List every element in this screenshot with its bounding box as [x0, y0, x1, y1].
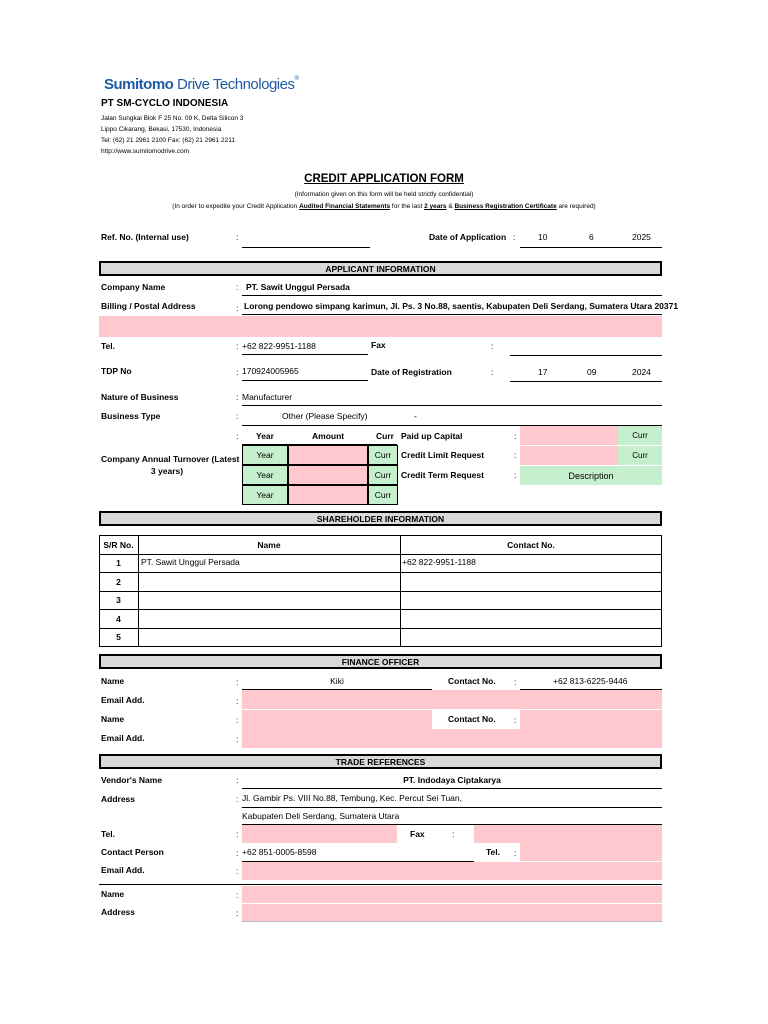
trade-address2-label: Address — [101, 907, 136, 917]
trade-fax-label: Fax — [410, 829, 425, 839]
credit-limit-input[interactable] — [520, 446, 618, 465]
table-divider — [99, 591, 662, 592]
company-website: http://www.sumitomodrive.com — [101, 148, 190, 155]
colon: : — [514, 431, 517, 441]
table-divider — [99, 572, 662, 573]
company-name-label: Company Name — [101, 282, 166, 292]
turnover-curr-3[interactable]: Curr — [368, 485, 398, 505]
row-3-no: 3 — [116, 595, 121, 605]
nature-value[interactable]: Manufacturer — [242, 392, 293, 402]
tel-label: Tel. — [101, 341, 116, 351]
colon: : — [514, 450, 517, 460]
colon: : — [514, 677, 517, 687]
company-line — [242, 295, 662, 296]
date-year[interactable]: 2025 — [632, 232, 651, 242]
company-name-value[interactable]: PT. Sawit Unggul Persada — [246, 282, 350, 292]
registration-month[interactable]: 09 — [587, 367, 597, 377]
contact-person-value[interactable]: +62 851-0005-8598 — [242, 847, 317, 857]
registration-line — [510, 381, 662, 382]
finance-email-input[interactable] — [242, 690, 662, 709]
row-1-name[interactable]: PT. Sawit Unggul Persada — [141, 557, 240, 567]
date-label: Date of Application — [429, 232, 507, 242]
row-1-no: 1 — [116, 558, 121, 568]
trade-name-input[interactable] — [242, 886, 662, 903]
trade-address-line-2[interactable]: Kabupaten Deli Serdang, Sumatera Utara — [242, 811, 400, 821]
trade-email-label: Email Add. — [101, 865, 145, 875]
col-sr-no: S/R No. — [103, 540, 134, 550]
finance-contact-label: Contact No. — [448, 676, 496, 686]
nature-line — [242, 405, 662, 406]
paid-capital-label: Paid up Capital — [401, 431, 463, 441]
finance-name2-label: Name — [101, 714, 125, 724]
finance-name-label: Name — [101, 676, 125, 686]
company-logo: Sumitomo Drive Technologies® — [104, 76, 299, 93]
contact-person-label: Contact Person — [101, 847, 164, 857]
ref-input-line[interactable] — [242, 247, 370, 248]
colon: : — [236, 677, 239, 687]
registration-day[interactable]: 17 — [538, 367, 548, 377]
turnover-label-2: 3 years) — [150, 466, 184, 476]
tdp-line — [242, 380, 368, 381]
colon: : — [236, 848, 239, 858]
business-type-dash: - — [414, 411, 417, 421]
turnover-amount-3[interactable] — [288, 485, 368, 505]
trade-fax-input[interactable] — [474, 825, 662, 843]
tel-value[interactable]: +62 822-9951-1188 — [242, 341, 316, 351]
finance-email2-label: Email Add. — [101, 733, 145, 743]
turnover-curr-2[interactable]: Curr — [368, 465, 398, 485]
trade-separator — [99, 884, 662, 885]
company-name: PT SM-CYCLO INDONESIA — [101, 98, 229, 109]
turnover-col-amount: Amount — [312, 431, 345, 441]
colon: : — [514, 470, 517, 480]
trade-address2-line — [242, 921, 662, 922]
ref-label: Ref. No. (Internal use) — [101, 232, 189, 242]
vendor-value[interactable]: PT. Indodaya Ciptakarya — [403, 775, 501, 785]
colon: : — [514, 848, 517, 858]
trade-address-label: Address — [101, 794, 136, 804]
colon: : — [236, 303, 239, 313]
billing-label: Billing / Postal Address — [101, 301, 196, 311]
colon: : — [236, 282, 239, 292]
trade-section-header: TRADE REFERENCES — [99, 754, 662, 769]
finance-name2-input[interactable] — [242, 710, 432, 729]
turnover-col-year: Year — [256, 431, 274, 441]
credit-limit-label: Credit Limit Request — [401, 450, 485, 460]
date-line — [520, 247, 662, 248]
paid-capital-input[interactable] — [520, 426, 618, 445]
billing-value[interactable]: Lorong pendowo simpang karimun, Jl. Ps. 3 No.88, saentis, Kabupaten Deli Serdang, Sumatera Utara 20371 — [244, 301, 679, 311]
colon: : — [491, 367, 494, 377]
colon: : — [236, 232, 239, 242]
row-5-no: 5 — [116, 632, 121, 642]
trade-email-input[interactable] — [242, 862, 662, 880]
turnover-amount-1[interactable] — [288, 445, 368, 465]
finance-contact2-input[interactable] — [520, 710, 662, 729]
trade-tel2-input[interactable] — [520, 843, 662, 861]
colon: : — [236, 866, 239, 876]
turnover-col-curr: Curr — [376, 431, 394, 441]
colon: : — [236, 734, 239, 744]
paid-capital-curr[interactable]: Curr — [618, 426, 662, 445]
colon: : — [236, 411, 239, 421]
trade-address-line-1[interactable]: Jl. Gambir Ps. VIII No.88, Tembung, Kec. Percut Sei Tuan, — [242, 793, 462, 803]
colon: : — [236, 908, 239, 918]
registration-year[interactable]: 2024 — [632, 367, 651, 377]
turnover-year-3[interactable]: Year — [242, 485, 288, 505]
tel-line — [242, 354, 368, 355]
company-phone: Tel: (62) 21 2961 2100 Fax: (62) 21 2961 2211 — [101, 137, 235, 144]
finance-email-label: Email Add. — [101, 695, 145, 705]
colon: : — [514, 715, 517, 725]
business-type-select[interactable]: Other (Please Specify) — [282, 411, 368, 421]
row-4-no: 4 — [116, 614, 121, 624]
vendor-line — [242, 788, 662, 789]
date-month[interactable]: 6 — [589, 232, 594, 242]
credit-term-description[interactable]: Description — [520, 466, 662, 485]
colon: : — [236, 367, 239, 377]
col-name: Name — [257, 540, 281, 550]
trade-address2-input[interactable] — [242, 904, 662, 921]
colon: : — [236, 890, 239, 900]
turnover-label-1: Company Annual Turnover (Latest — [101, 454, 240, 464]
colon: : — [491, 341, 494, 351]
turnover-curr-1[interactable]: Curr — [368, 445, 398, 465]
fax-label: Fax — [371, 340, 386, 350]
row-1-contact[interactable]: +62 822-9951-1188 — [402, 557, 476, 567]
company-address-1: Jalan Sungkai Blok F 25 No. 09 K, Delta Silicon 3 — [101, 115, 244, 122]
form-title: CREDIT APPLICATION FORM — [304, 173, 464, 185]
credit-term-label: Credit Term Request — [401, 470, 484, 480]
billing-line — [242, 314, 662, 315]
applicant-section-header: APPLICANT INFORMATION — [99, 261, 662, 276]
colon: : — [236, 431, 239, 441]
fax-input-line[interactable] — [510, 355, 662, 356]
shareholder-section-header: SHAREHOLDER INFORMATION — [99, 511, 662, 526]
table-divider — [99, 628, 662, 629]
trade-address-line — [242, 807, 662, 808]
trade-tel-label: Tel. — [101, 829, 116, 839]
date-day[interactable]: 10 — [538, 232, 548, 242]
trade-name-label: Name — [101, 889, 125, 899]
tdp-label: TDP No — [101, 366, 132, 376]
finance-contact2-label: Contact No. — [448, 714, 496, 724]
company-address-2: Lippo Cikarang, Bekasi, 17530, Indonesia — [101, 126, 222, 133]
trade-tel-input[interactable] — [242, 825, 397, 843]
finance-section-header: FINANCE OFFICER — [99, 654, 662, 669]
colon: : — [236, 775, 239, 785]
colon: : — [513, 232, 516, 242]
row-2-no: 2 — [116, 577, 121, 587]
nature-label: Nature of Business — [101, 392, 179, 402]
vendor-label: Vendor's Name — [101, 775, 163, 785]
table-divider — [99, 609, 662, 610]
tdp-value[interactable]: 170924005965 — [242, 366, 299, 376]
finance-name-value[interactable]: Kiki — [330, 676, 344, 686]
credit-limit-curr[interactable]: Curr — [618, 446, 662, 465]
required-docs-note: (In order to expedite your Credit Application Audited Financial Statements for the last 2 years & Business Registration Certificate are required) — [172, 203, 596, 210]
billing-extra-field[interactable] — [99, 316, 662, 337]
turnover-amount-2[interactable] — [288, 465, 368, 485]
colon: : — [236, 341, 239, 351]
business-type-label: Business Type — [101, 411, 161, 421]
turnover-year-1[interactable]: Year — [242, 445, 288, 465]
colon: : — [236, 715, 239, 725]
trade-tel2-label: Tel. — [486, 847, 501, 857]
colon: : — [236, 829, 239, 839]
confidential-note: (Information given on this form will be held strictly confidential) — [294, 191, 474, 198]
colon: : — [236, 392, 239, 402]
finance-contact-value[interactable]: +62 813-6225-9446 — [553, 676, 628, 686]
table-divider — [99, 554, 662, 555]
colon: : — [236, 696, 239, 706]
registration-label: Date of Registration — [371, 367, 452, 377]
turnover-year-2[interactable]: Year — [242, 465, 288, 485]
finance-email2-input[interactable] — [242, 729, 662, 748]
colon: : — [236, 794, 239, 804]
col-contact: Contact No. — [507, 540, 555, 550]
colon: : — [452, 829, 455, 839]
